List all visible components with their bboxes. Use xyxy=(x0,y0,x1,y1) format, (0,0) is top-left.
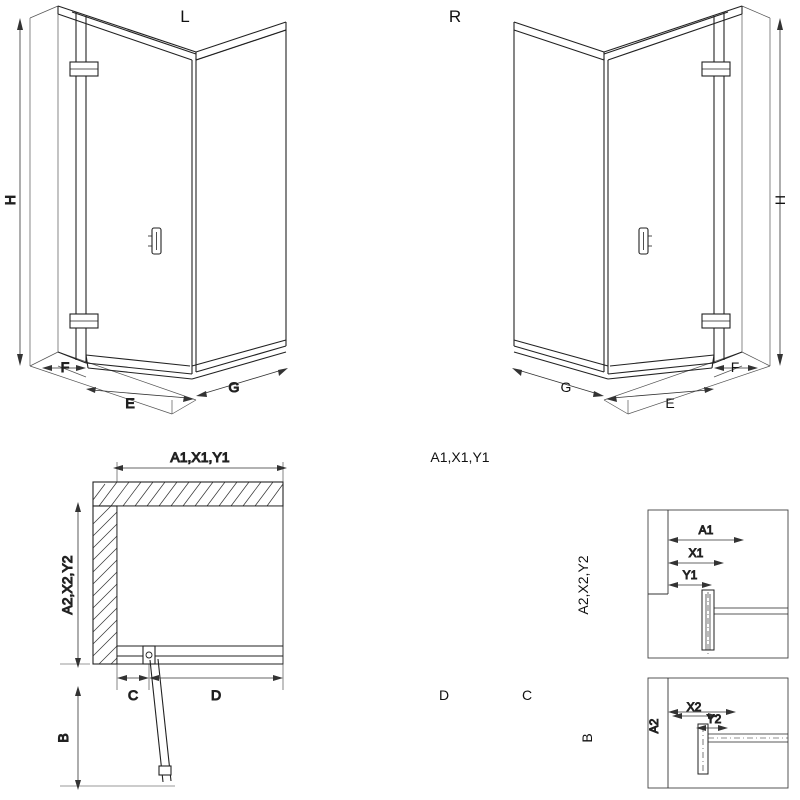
iso-right-view xyxy=(512,6,783,414)
plan-left-view xyxy=(55,449,287,790)
detail-top-label-y1: Y1 xyxy=(682,568,698,582)
iso-right-label-e: E xyxy=(665,395,675,411)
iso-right-title: R xyxy=(448,7,462,26)
plan-right-label-c: C xyxy=(521,687,533,703)
plan-right-top-dimension: A1,X1,Y1 xyxy=(430,449,490,465)
detail-bottom-label-x2: X2 xyxy=(686,700,702,714)
plan-left-label-d: D xyxy=(210,687,222,703)
plan-right-label-b: B xyxy=(579,733,595,743)
iso-right-label-h: H xyxy=(772,194,788,206)
detail-bottom-view xyxy=(647,678,788,788)
detail-top-label-x1: X1 xyxy=(688,546,704,560)
plan-left-label-c: C xyxy=(127,687,139,703)
detail-top-view xyxy=(648,510,788,658)
plan-left-side-dimension: A2,X2,Y2 xyxy=(59,555,75,615)
iso-left-label-h: H xyxy=(2,194,18,206)
plan-left-top-dimension: A1,X1,Y1 xyxy=(170,449,230,465)
iso-right-label-g: G xyxy=(560,379,572,395)
detail-top-label-a1: A1 xyxy=(698,523,714,537)
iso-left-label-e: E xyxy=(125,395,135,411)
plan-right-label-d: D xyxy=(438,687,450,703)
plan-right-side-dimension: A2,X2,Y2 xyxy=(575,555,591,615)
plan-left-wall-top xyxy=(93,482,283,506)
iso-right-label-f: F xyxy=(730,359,740,375)
plan-left-label-b: B xyxy=(55,733,71,743)
iso-left-label-f: F xyxy=(60,359,70,375)
detail-bottom-label-a2: A2 xyxy=(647,718,661,734)
iso-left-title: L xyxy=(180,7,190,26)
detail-bottom-label-y2: Y2 xyxy=(706,712,722,726)
iso-left-label-g: G xyxy=(228,379,240,395)
iso-left-view xyxy=(2,6,288,414)
plan-left-wall-side xyxy=(93,506,117,664)
